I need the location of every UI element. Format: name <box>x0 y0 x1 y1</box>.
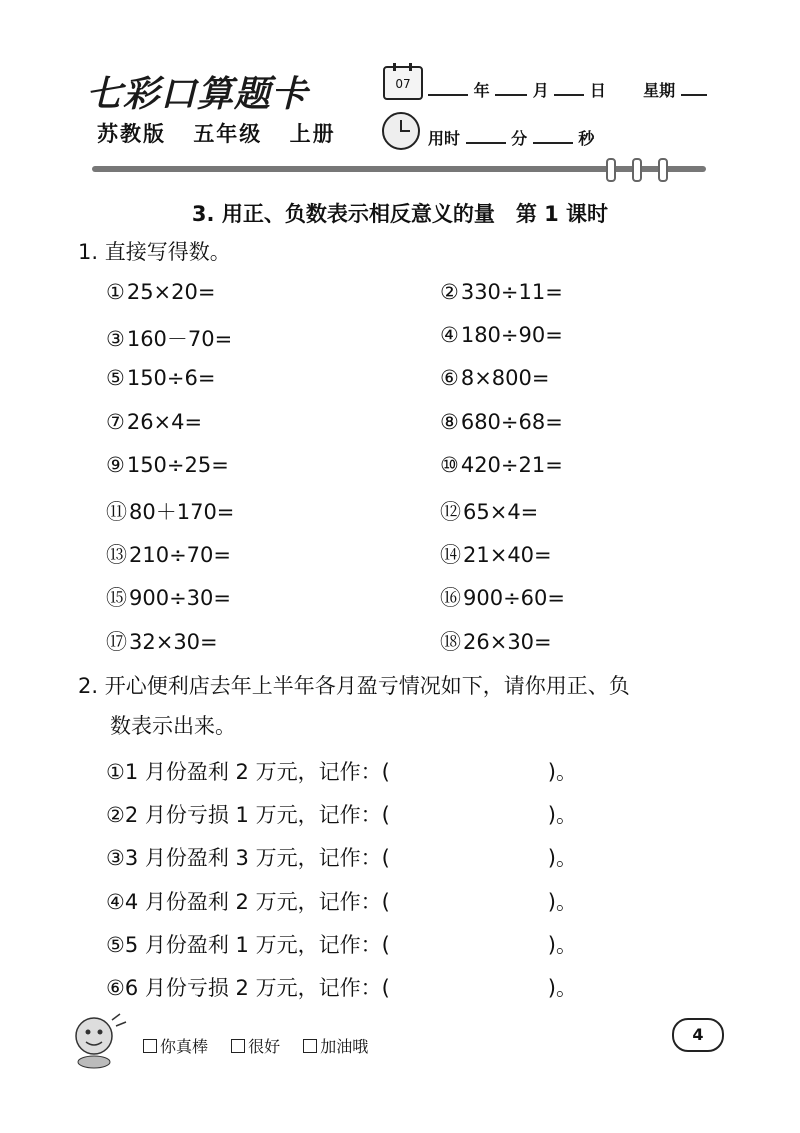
edition-volume: 上册 <box>289 122 336 146</box>
calc-item <box>440 539 552 569</box>
time-used-label: 用时 <box>428 129 461 148</box>
clock-icon <box>382 112 420 150</box>
fill-row <box>106 972 577 1002</box>
edition-label <box>97 118 354 148</box>
calc-expression: 26×30= <box>463 629 552 654</box>
calc-expression: 420÷21= <box>460 452 563 477</box>
calc-expression: 65×4= <box>463 500 539 524</box>
fill-row-text: ④4 月份盈利 2 万元，记作：( <box>106 889 390 914</box>
calc-expression: 900÷60= <box>463 586 565 611</box>
month-label: 月 <box>532 81 549 100</box>
calendar-icon-number: 07 <box>395 77 411 91</box>
item-number: ⑫ <box>440 500 461 524</box>
binder-clip-icon <box>658 158 668 182</box>
calc-expression: 8×800= <box>460 366 550 391</box>
calc-item <box>106 539 231 569</box>
section1-heading: 1. 直接写得数。 <box>78 240 231 264</box>
seconds-blank[interactable] <box>533 128 573 144</box>
edition-publisher: 苏教版 <box>97 122 166 146</box>
calc-item <box>106 626 218 656</box>
fill-row <box>106 842 577 872</box>
calc-item <box>440 582 565 612</box>
fill-row <box>106 756 577 786</box>
item-number: ④ <box>440 323 459 348</box>
calc-item <box>106 366 215 390</box>
minutes-label: 分 <box>511 129 528 148</box>
calc-item <box>440 496 538 526</box>
fill-row-text: ⑤5 月份盈利 1 万元，记作：( <box>106 932 390 957</box>
minutes-blank[interactable] <box>466 128 506 144</box>
calc-item <box>440 323 563 347</box>
year-blank[interactable] <box>428 80 468 96</box>
fill-row-text: ②2 月份亏损 1 万元，记作：( <box>106 803 390 828</box>
item-number: ⑯ <box>440 586 461 611</box>
rating-keep-going[interactable]: 加油哦 <box>303 1037 368 1056</box>
calc-expression: 32×30= <box>129 629 218 654</box>
item-number: ⑮ <box>106 586 127 611</box>
calc-item <box>106 280 215 304</box>
calc-item <box>106 323 232 353</box>
rating-options <box>143 1034 386 1057</box>
item-number: ⑬ <box>106 543 127 568</box>
calendar-icon <box>383 66 423 100</box>
calc-item <box>106 496 234 526</box>
binder-clip-icon <box>632 158 642 182</box>
lesson-title: 3. 用正、负数表示相反意义的量 第 1 课时 <box>191 202 609 226</box>
day-blank[interactable] <box>554 80 584 96</box>
year-label: 年 <box>473 81 490 100</box>
fill-row-text: ①1 月份盈利 2 万元，记作：( <box>106 760 390 784</box>
day-label: 日 <box>589 81 606 100</box>
section2-heading-line1: 2. 开心便利店去年上半年各月盈亏情况如下，请你用正、负 <box>78 674 630 698</box>
calc-item <box>440 280 563 304</box>
fill-row-close: )。 <box>547 889 577 914</box>
seconds-label: 秒 <box>578 129 595 148</box>
brand-title: 七彩口算题卡 <box>86 73 309 115</box>
item-number: ⑭ <box>440 543 461 568</box>
calc-expression: 26×4= <box>126 409 203 434</box>
checkbox-icon[interactable] <box>143 1039 157 1053</box>
calc-expression: 180÷90= <box>460 323 563 348</box>
mascot-icon <box>66 1010 132 1070</box>
item-number: ① <box>106 280 125 304</box>
fill-row-close: )。 <box>547 932 577 957</box>
fill-row-close: )。 <box>547 760 577 784</box>
item-number: ⑤ <box>106 366 125 391</box>
item-number: ⑥ <box>440 366 459 391</box>
edition-grade: 五年级 <box>193 122 263 146</box>
month-blank[interactable] <box>495 80 527 96</box>
item-number: ⑧ <box>440 409 459 434</box>
weekday-blank[interactable] <box>681 80 707 96</box>
checkbox-icon[interactable] <box>231 1039 245 1053</box>
checkbox-icon[interactable] <box>303 1039 317 1053</box>
calc-expression: 25×20= <box>126 280 216 304</box>
calc-item <box>106 582 231 612</box>
date-fill-line <box>428 78 707 101</box>
item-number: ⑩ <box>440 452 459 477</box>
calc-item <box>440 453 563 477</box>
fill-row <box>106 799 577 829</box>
fill-row-text: ⑥6 月份亏损 2 万元，记作：( <box>106 976 390 1000</box>
calc-expression: 680÷68= <box>460 409 563 434</box>
binder-clip-icon <box>606 158 616 182</box>
fill-row-text: ③3 月份盈利 3 万元，记作：( <box>106 846 390 871</box>
item-number: ③ <box>106 327 125 352</box>
calc-item <box>106 410 202 434</box>
item-number: ⑪ <box>106 500 127 524</box>
time-fill-line <box>428 126 594 149</box>
calc-expression: 330÷11= <box>460 280 563 304</box>
item-number: ② <box>440 280 459 304</box>
weekday-label: 星期 <box>643 81 676 100</box>
item-number: ⑰ <box>106 629 127 654</box>
fill-row-close: )。 <box>547 976 577 1000</box>
section2-heading-line2: 数表示出来。 <box>110 714 236 738</box>
calc-item <box>440 410 563 434</box>
page-number: 4 <box>672 1018 724 1052</box>
calc-item <box>440 366 549 390</box>
calc-expression: 21×40= <box>463 543 552 568</box>
rating-good[interactable]: 很好 <box>231 1037 280 1056</box>
item-number: ⑱ <box>440 629 461 654</box>
rating-great[interactable]: 你真棒 <box>143 1037 208 1056</box>
calc-expression: 160－70= <box>126 327 233 352</box>
calc-expression: 150÷6= <box>126 366 216 391</box>
calc-expression: 900÷30= <box>129 586 231 611</box>
fill-row <box>106 929 577 959</box>
calc-expression: 150÷25= <box>126 452 229 477</box>
calc-item <box>440 626 552 656</box>
item-number: ⑦ <box>106 409 125 434</box>
calc-expression: 210÷70= <box>129 543 231 568</box>
item-number: ⑨ <box>106 452 125 477</box>
calc-expression: 80＋170= <box>129 500 235 524</box>
fill-row <box>106 886 577 916</box>
fill-row-close: )。 <box>547 803 577 828</box>
fill-row-close: )。 <box>547 846 577 871</box>
calc-item <box>106 453 229 477</box>
